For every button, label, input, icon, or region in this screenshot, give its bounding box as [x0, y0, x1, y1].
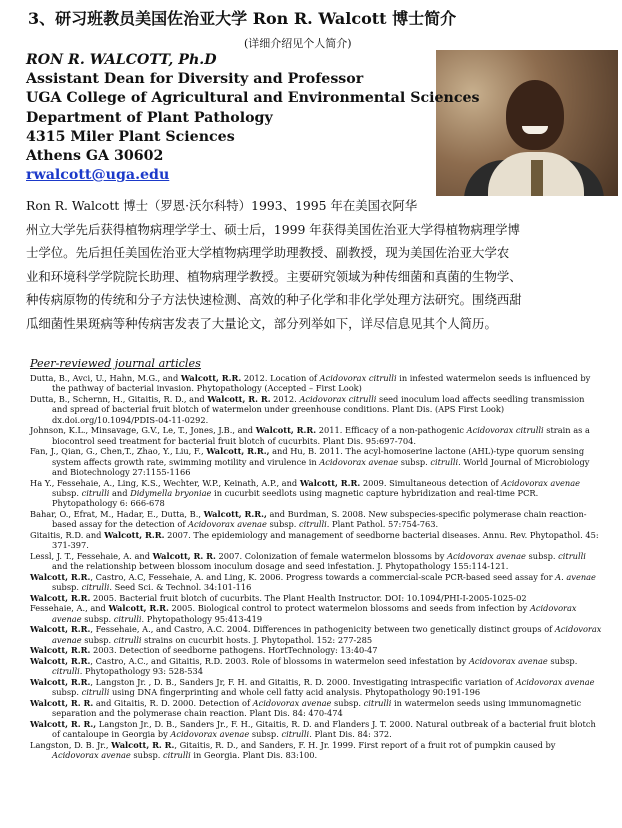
reference-text: Ha Y., Fessehaie, A., Ling, K.S., Wechter, W.P., Keinath, A.P., and: [30, 477, 300, 488]
reference-text: Langston Jr., D. B., Sanders Jr., F. H., Gitaitis, R. D. and Flanders J. T. 2000. Natural outbreak of a bacterial fruit blotch of cantaloupe in Georgia by: [52, 719, 596, 740]
reference-text: in Georgia. Plant Dis. 83:100.: [190, 750, 318, 761]
reference-text: . Seed Sci. & Technol. 34:101-116: [109, 582, 252, 593]
reference-item: [30, 394, 602, 425]
reference-text: 2005. Biological control to protect watermelon blossoms and seeds from infection by: [168, 603, 530, 614]
species-name: citrulli: [430, 456, 459, 467]
reference-text: subsp.: [266, 519, 300, 530]
reference-text: and Hu, B. 2011. The acyl-homoserine lactone (AHL)-type quorum sensing system affects growth rate, swimming motility and virulence in: [52, 446, 585, 467]
reference-text: subsp.: [130, 750, 164, 761]
author-highlight: Walcott, R.R.: [104, 529, 165, 540]
contact-line: Assistant Dean for Diversity and Professor: [26, 71, 364, 88]
reference-text: subsp.: [525, 550, 559, 561]
species-name: Acidovorax avenae: [501, 477, 581, 488]
reference-text: strain as a biocontrol seed treatment for bacterial fruit blotch of cucurbits. Plant Dis. 95:697-704.: [52, 425, 590, 446]
reference-text: using DNA fingerprinting and whole cell fatty acid analysis. Phytopathology 90:191-196: [109, 687, 481, 698]
reference-item: [30, 603, 602, 624]
reference-text: . Plant Dis. 84: 372.: [309, 729, 392, 740]
reference-text: , Castro, A.C., and Gitaitis, R.D. 2003. Role of blossoms in watermelon seed infestation by: [90, 656, 469, 667]
bio-line: Ron R. Walcott 博士（罗恩·沃尔科特）1993、1995 年在美国衣阿华: [26, 198, 418, 213]
species-name: Acidovorax avenae: [468, 656, 548, 667]
reference-text: . Phytopathology 93: 528-534: [79, 666, 203, 677]
species-name: Acidovorax avenae: [52, 624, 602, 645]
reference-text: Dutta, B., Schernn, H., Gitaitis, R. D., and: [30, 393, 208, 404]
species-name: Acidovorax avenae: [52, 750, 131, 761]
reference-text: in cucurbit seedlots using magnetic capture hybridization and real-time PCR. Phytopathology 6: 666-678: [52, 487, 539, 509]
species-name: citrulli: [113, 634, 142, 645]
author-highlight: Walcott, R.R.: [255, 425, 317, 436]
email-link[interactable]: rwalcott@uga.edu: [26, 167, 170, 183]
reference-item: [30, 698, 602, 719]
bio-line: 州立大学先后获得植物病理学学士、硕士后，1999 年获得美国佐治亚大学得植物病理学博: [26, 221, 520, 237]
reference-text: Lessl, J. T., Fessehaie, A. and: [30, 550, 153, 561]
species-name: citrulli: [81, 487, 110, 498]
reference-text: . World Journal of Microbiology and Biotechnology 27:1155-1166: [52, 456, 590, 477]
publications-heading: Peer-reviewed journal articles: [30, 357, 201, 370]
bio-line: 瓜细菌性果斑病等种传病害发表了大量论文，部分列举如下，详尽信息见其个人简历。: [26, 315, 497, 331]
species-name: citrulli: [52, 666, 80, 677]
author-highlight: Walcott, R.R.: [30, 645, 91, 656]
author-highlight: Walcott, R.R.: [299, 477, 361, 488]
reference-text: subsp.: [331, 698, 364, 709]
author-highlight: Walcott, R. R.: [111, 740, 175, 751]
author-highlight: Walcott, R. R.,: [30, 719, 97, 730]
reference-item: [30, 425, 602, 446]
author-highlight: Walcott, R. R.: [30, 698, 94, 709]
species-name: citrulli: [81, 582, 110, 593]
author-highlight: Walcott, R.R.: [30, 571, 91, 582]
author-highlight: Walcott, R.R.: [30, 592, 91, 603]
species-name: Acidovorax citrulli: [319, 373, 397, 383]
reference-text: subsp.: [249, 729, 282, 740]
species-name: Acidovorax avenae: [447, 550, 526, 561]
species-name: citrulli: [113, 613, 142, 624]
reference-text: and the relationship between blossom inoculum dosage and seed infestation. J. Phytopathology 155:114-121.: [52, 561, 509, 572]
reference-item: [30, 478, 602, 509]
species-name: Acidovorax avenae: [515, 677, 595, 688]
reference-text: subsp.: [52, 687, 82, 698]
reference-text: subsp.: [52, 487, 82, 498]
contact-line: 4315 Miler Plant Sciences: [26, 128, 235, 145]
reference-text: . Plant Pathol. 57:754-763.: [326, 519, 439, 530]
reference-text: 2007. The epidemiology and management of seedborne bacterial diseases. Annu. Rev. Phytopathol. 45: 371-397.: [52, 529, 599, 551]
reference-item: [30, 719, 602, 740]
reference-text: 2012.: [270, 393, 300, 404]
bio-line: 士学位。先后担任美国佐治亚大学植物病理学助理教授、副教授，现为美国佐治亚大学农: [26, 245, 510, 261]
contact-block: [26, 51, 479, 166]
reference-text: subsp.: [547, 656, 578, 667]
species-name: Acidovorax citrulli: [299, 393, 377, 404]
reference-text: 2005. Bacterial fruit blotch of cucurbits. The Plant Health Instructor. DOI: 10.1094/PHI-I-2005-1025-02: [90, 592, 527, 603]
species-name: Didymella bryoniae: [130, 487, 212, 498]
reference-text: 2009. Simultaneous detection of: [360, 477, 502, 488]
page-subtitle: (详细介绍见个人简介): [244, 37, 352, 50]
reference-item: [30, 509, 602, 530]
reference-text: , Fessehaie, A., and Castro, A.C. 2004. Differences in pathogenicity between two genetically distinct groups of: [90, 624, 555, 635]
reference-text: strains on cucurbit hosts. J. Phytopathol. 152: 277-285: [141, 634, 373, 645]
reference-item: [30, 740, 602, 761]
species-name: citrulli: [281, 729, 310, 740]
reference-text: 2007. Colonization of female watermelon blossoms by: [215, 550, 448, 561]
reference-text: , Langston Jr. , D. B., Sanders Jr, F. H. and Gitaitis, R. D. 2000. Investigating intraspecific variation of: [90, 677, 516, 688]
reference-item: [30, 551, 602, 572]
author-highlight: Walcott, R.R.: [30, 624, 91, 635]
species-name: Acidovorax avenae: [319, 456, 399, 467]
species-name: citrulli: [81, 687, 110, 698]
reference-text: 2012. Location of: [241, 373, 320, 383]
reference-item: [30, 593, 602, 603]
author-highlight: Walcott, R.R.,: [206, 446, 270, 457]
author-highlight: Walcott, R.R.: [108, 603, 169, 614]
species-name: A. avenae: [555, 571, 596, 582]
bio-paragraph: [26, 194, 596, 336]
reference-text: Johnson, K.L., Minsavage, G.V., Le, T., Jones, J.B., and: [30, 425, 256, 436]
reference-text: Langston, D. B. Jr.,: [30, 740, 112, 751]
reference-text: . Phytopathology 95:413-419: [141, 613, 263, 624]
reference-text: and Gitaitis, R. D. 2000. Detection of: [93, 698, 253, 709]
reference-item: [30, 572, 602, 593]
bio-line: 业和环境科学学院院长助理、植物病理学教授。主要研究领域为种传细菌和真菌的生物学、: [26, 268, 522, 284]
species-name: Acidovorax citrulli: [466, 425, 544, 436]
reference-text: in watermelon seeds using immunomagnetic separation and the polymerase chain reaction. Plant Dis. 84: 470-474: [52, 698, 582, 719]
reference-item: [30, 624, 602, 645]
species-name: citrulli: [299, 519, 327, 530]
author-highlight: Walcott, R. R.: [207, 393, 271, 404]
reference-item: [30, 530, 602, 551]
reference-item: [30, 645, 602, 655]
reference-text: 2003. Detection of seedborne pathogens. HortTechnology: 13:40-47: [90, 645, 378, 656]
reference-text: and: [109, 487, 131, 498]
reference-text: Fan, J., Qian, G., Chen,T., Zhao, Y., Liu, F.,: [30, 446, 207, 457]
author-highlight: Walcott, R.R.: [180, 373, 242, 383]
author-highlight: Walcott, R.R.: [30, 656, 91, 667]
author-highlight: Walcott, R. R.: [152, 550, 216, 561]
contact-name: RON R. WALCOTT, Ph.D: [26, 52, 217, 68]
reference-item: [30, 677, 602, 698]
reference-text: in infested watermelon seeds is influenced by the pathway of bacterial invasion. Phytopathology (Accepted – First Look): [52, 373, 591, 394]
reference-text: , Castro, A.C, Fessehaie, A. and Ling, K. 2006. Progress towards a commercial-scale PCR-based seed assay for: [90, 571, 556, 582]
species-name: citrulli: [163, 750, 191, 761]
reference-text: Bahar, O., Efrat, M., Hadar, E., Dutta, B.,: [30, 508, 204, 519]
reference-text: subsp.: [398, 456, 431, 467]
contact-line: Athens GA 30602: [26, 148, 164, 165]
bio-line: 种传病原物的传统和分子方法快速检测、高效的种子化学和非化学处理方法研究。围绕西甜: [26, 292, 522, 308]
reference-text: Dutta, B., Avci, U., Hahn, M.G., and: [30, 373, 181, 383]
author-highlight: Walcott, R.R.: [30, 677, 91, 688]
species-name: citrulli: [363, 698, 392, 709]
reference-item: [30, 373, 602, 394]
species-name: Acidovorax avenae: [188, 519, 267, 530]
contact-line: Department of Plant Pathology: [26, 109, 273, 126]
species-name: Acidovorax avenae: [52, 603, 577, 624]
reference-text: 2011. Efficacy of a non-pathogenic: [316, 425, 467, 436]
species-name: Acidovorax avenae: [252, 698, 332, 709]
author-highlight: Walcott, R.R.,: [203, 508, 267, 519]
reference-item: [30, 656, 602, 677]
reference-text: subsp.: [81, 613, 114, 624]
page-title: 3、研习班教员美国佐治亚大学 Ron R. Walcott 博士简介: [28, 9, 457, 28]
reference-text: and Burdman, S. 2008. New subspecies-specific polymerase chain reaction-based assay for the detection of: [52, 508, 587, 530]
contact-line: UGA College of Agricultural and Environmental Sciences: [26, 90, 480, 107]
reference-text: seed inoculum load affects seedling transmission and spread of bacterial fruit blotch of watermelon under greenhouse conditions. Plant Dis. (APS First Look) dx.doi.org/10.1094/PDIS-04-11-0292.: [52, 393, 585, 425]
reference-text: Gitaitis, R.D. and: [30, 529, 105, 540]
reference-text: Fessehaie, A., and: [30, 603, 109, 614]
reference-list: [30, 373, 602, 761]
species-name: Acidovorax avenae: [170, 729, 250, 740]
species-name: citrulli: [558, 550, 586, 561]
reference-text: , Gitaitis, R. D., and Sanders, F. H. Jr. 1999. First report of a fruit rot of pumpkin caused by: [174, 740, 556, 751]
reference-item: [30, 446, 602, 477]
reference-text: subsp.: [81, 634, 114, 645]
reference-text: subsp.: [52, 582, 82, 593]
